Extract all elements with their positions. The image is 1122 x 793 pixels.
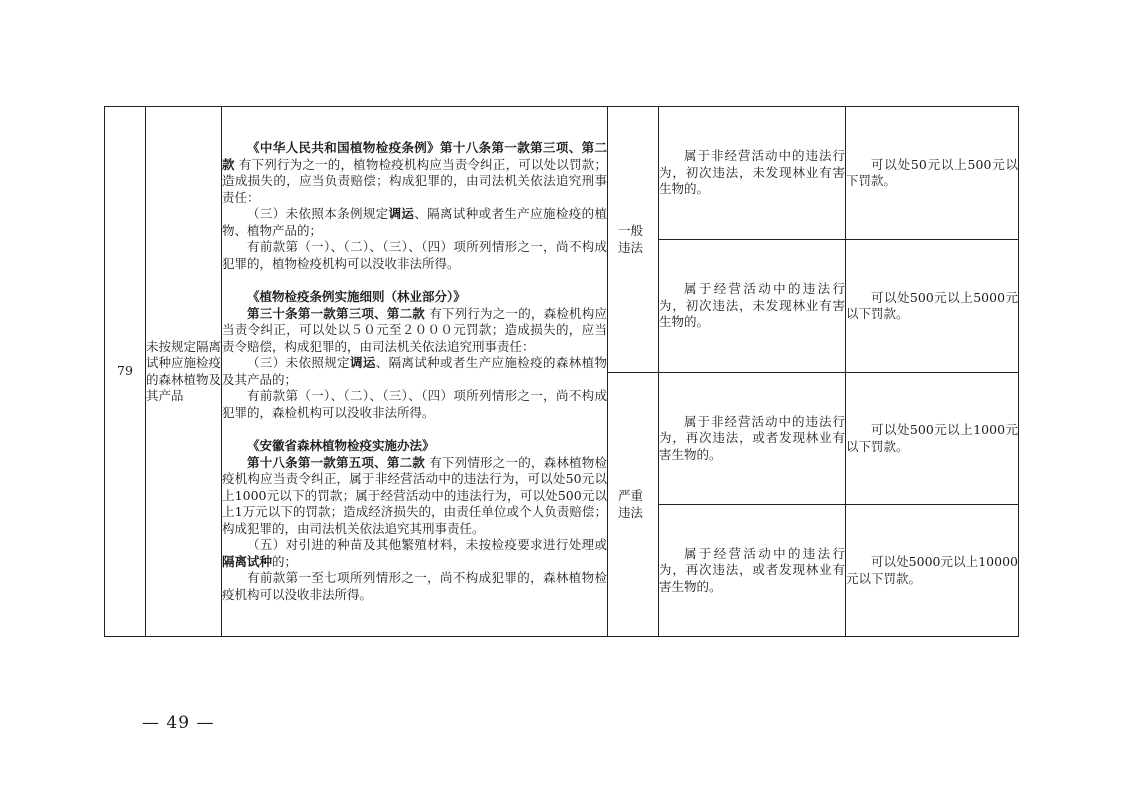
- penalty-cell: 可以处5000元以上10000元以下罚款。: [846, 505, 1019, 637]
- penalty-cell: 可以处500元以上1000元以下罚款。: [846, 373, 1019, 505]
- basis-paragraph: 有前款第一至七项所列情形之一，尚不构成犯罪的，森林植物检疫机构可以没收非法所得。: [222, 570, 607, 602]
- condition-cell: 属于经营活动中的违法行为，初次违法，未发现林业有害生物的。: [659, 240, 846, 373]
- basis-paragraph: 有前款第（一）、（二）、（三）、（四）项所列情形之一，尚不构成犯罪的，森检机构可以没收非法所得。: [222, 388, 607, 420]
- violation-item: 未按规定隔离试种应施检疫的森林植物及其产品: [146, 107, 222, 637]
- basis-heading: 《安徽省森林植物检疫实施办法》: [247, 438, 435, 453]
- table-row: [105, 107, 1019, 240]
- penalty-table: [104, 106, 1019, 637]
- basis-paragraph: （三）未依照本条例规定调运、隔离试种或者生产应施检疫的植物、植物产品的；: [222, 206, 607, 238]
- level-serious: 严重违法: [608, 373, 659, 637]
- level-general: 一般违法: [608, 107, 659, 373]
- basis-paragraph: （五）对引进的种苗及其他繁殖材料，未按检疫要求进行处理或隔离试种的；: [222, 537, 607, 569]
- basis-paragraph: 《中华人民共和国植物检疫条例》第十八条第一款第三项、第二款 有下列行为之一的，植物检疫机构应当责令纠正，可以处以罚款；造成损失的，应当负责赔偿；构成犯罪的，由司法机关依法追究刑事责任：: [222, 140, 607, 205]
- basis-heading: 《植物检疫条例实施细则（林业部分）》: [247, 289, 466, 304]
- condition-cell: 属于非经营活动中的违法行为，再次违法，或者发现林业有害生物的。: [659, 373, 846, 505]
- basis-paragraph: 有前款第（一）、（二）、（三）、（四）项所列情形之一，尚不构成犯罪的，植物检疫机构可以没收非法所得。: [222, 239, 607, 271]
- condition-cell: 属于非经营活动中的违法行为，初次违法，未发现林业有害生物的。: [659, 107, 846, 240]
- legal-basis: [222, 107, 608, 637]
- condition-cell: 属于经营活动中的违法行为，再次违法，或者发现林业有害生物的。: [659, 505, 846, 637]
- penalty-cell: 可以处500元以上5000元以下罚款。: [846, 240, 1019, 373]
- basis-paragraph: （三）未依照规定调运、隔离试种或者生产应施检疫的森林植物及其产品的；: [222, 355, 607, 387]
- basis-paragraph: 第十八条第一款第五项、第二款 有下列情形之一的，森林植物检疫机构应当责令纠正，属于非经营活动中的违法行为，可以处50元以上1000元以下的罚款；属于经营活动中的违法行为，可以处500元以上1万元以下的罚款；造成经济损失的，由责任单位或个人负责赔偿；构成犯罪的，由司法机关依法追究其刑事责任。: [222, 454, 607, 536]
- row-number: 79: [105, 107, 146, 637]
- basis-paragraph: 第三十条第一款第三项、第二款 有下列行为之一的，森检机构应当责令纠正，可以处以５０元至２０００元罚款；造成损失的，应当责令赔偿，构成犯罪的，由司法机关依法追究刑事责任：: [222, 305, 607, 354]
- page-number: — 49 —: [142, 713, 215, 733]
- penalty-cell: 可以处50元以上500元以下罚款。: [846, 107, 1019, 240]
